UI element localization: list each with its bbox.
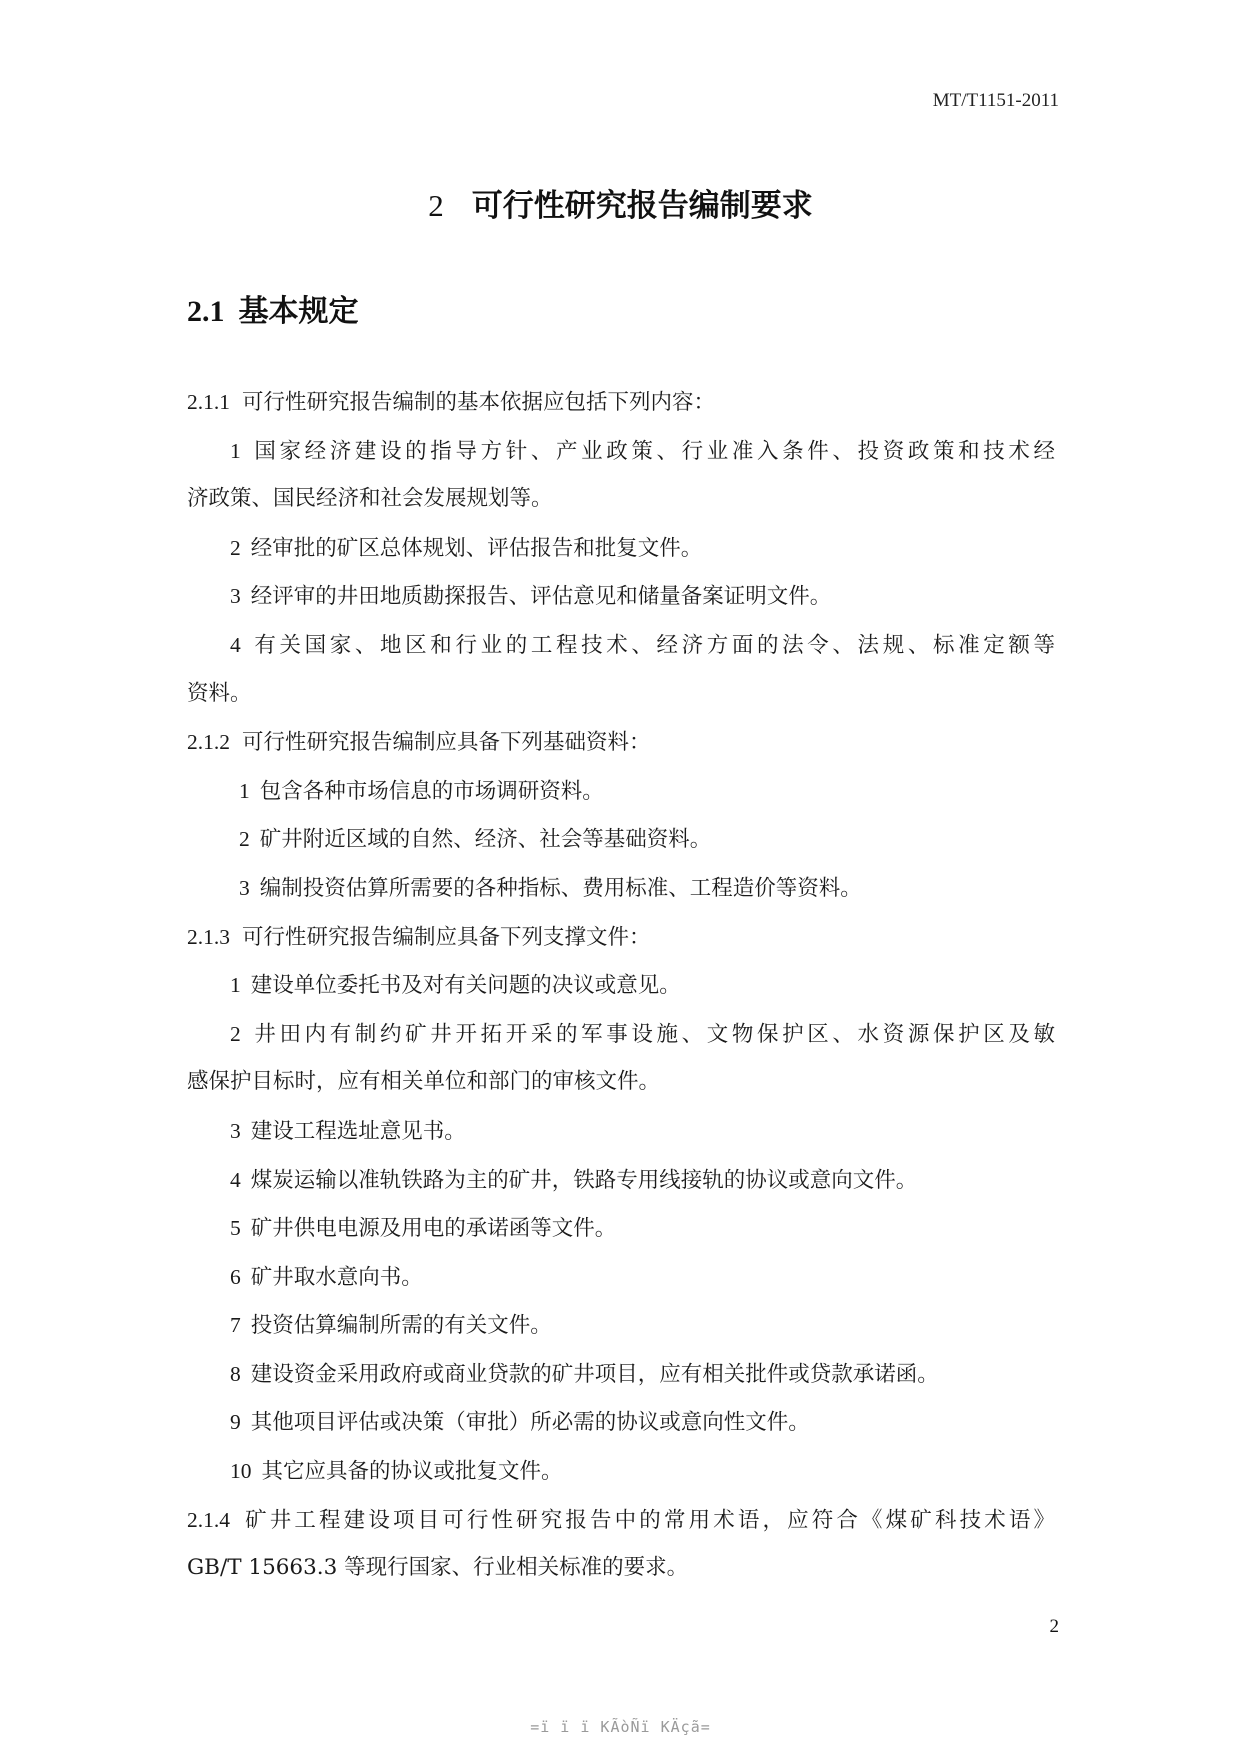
chapter-number: 2 [428,188,444,223]
item-number: 6 [230,1264,241,1289]
list-item [187,864,1055,913]
item-number: 2 [230,1021,241,1046]
item-number: 4 [230,1167,241,1192]
clause-number: 2.1.3 [187,924,230,949]
item-number: 9 [230,1410,241,1435]
clause-2-1-3 [187,913,1055,962]
item-number: 1 [230,973,241,998]
item-text: 建设单位委托书及对有关问题的决议或意见。 [250,973,681,999]
list-item [187,1010,1055,1059]
list-item [187,1253,1055,1302]
list-item [187,1156,1055,1205]
clause-text: 可行性研究报告编制应具备下列基础资料： [242,730,651,756]
list-item [187,1107,1055,1156]
item-text: 投资估算编制所需的有关文件。 [250,1313,552,1339]
watermark: =ï ï ï KÃòÑï KÄçã= [530,1718,711,1736]
item-number: 2 [239,827,250,852]
clause-2-1-2 [187,718,1055,767]
section-title-text: 基本规定 [238,294,359,329]
page-number: 2 [1049,1616,1059,1637]
item-number: 3 [230,584,241,609]
item-text: 煤炭运输以准轨铁路为主的矿井，铁路专用线接轨的协议或意向文件。 [250,1167,918,1193]
item-text: 经评审的井田地质勘探报告、评估意见和储量备案证明文件。 [250,584,832,610]
clause-text: 可行性研究报告编制应具备下列支撑文件： [242,924,651,950]
list-item [187,1350,1055,1399]
list-item [187,1447,1055,1496]
item-text: 其他项目评估或决策（审批）所必需的协议或意向性文件。 [250,1410,810,1436]
clause-text: 可行性研究报告编制的基本依据应包括下列内容： [242,390,716,415]
item-number: 3 [230,1118,241,1143]
item-text: 井田内有制约矿井开拓开采的军事设施、文物保护区、水资源保护区及敏 [250,1021,1055,1047]
list-item-continuation: 资料。 [187,680,252,706]
item-number: 5 [230,1216,241,1241]
section-number: 2.1 [187,295,225,328]
item-number: 7 [230,1313,241,1338]
clause-text: 矿井工程建设项目可行性研究报告中的常用术语，应符合《煤矿科技术语》 [242,1507,1055,1533]
section-title [187,286,359,330]
item-text: 包含各种市场信息的市场调研资料。 [259,778,604,804]
item-number: 10 [230,1459,252,1484]
item-text: 国家经济建设的指导方针、产业政策、行业准入条件、投资政策和技术经 [250,438,1055,464]
item-text: 矿井供电电源及用电的承诺函等文件。 [250,1216,617,1242]
list-item [187,1398,1055,1447]
list-item [187,427,1055,476]
item-number: 1 [239,778,250,803]
clause-number: 2.1.4 [187,1507,230,1532]
clause-continuation: GB/T 15663.3 等现行国家、行业相关标准的要求。 [187,1555,689,1581]
item-text: 经审批的矿区总体规划、评估报告和批复文件。 [250,535,703,561]
standard-code: MT/T1151-2011 [932,90,1059,111]
item-number: 3 [239,875,250,900]
item-text: 建设工程选址意见书。 [250,1118,466,1144]
list-item [187,524,1055,573]
list-item [187,1301,1055,1350]
item-number: 2 [230,535,241,560]
clause-2-1-4 [187,1496,1055,1545]
list-item [187,767,1055,816]
list-item-continuation: 感保护目标时，应有相关单位和部门的审核文件。 [187,1069,661,1095]
list-item-continuation: 济政策、国民经济和社会发展规划等。 [187,486,553,512]
item-text: 有关国家、地区和行业的工程技术、经济方面的法令、法规、标准定额等 [250,632,1055,658]
list-item [187,572,1055,621]
item-number: 1 [230,438,241,463]
clause-number: 2.1.2 [187,730,230,755]
item-text: 编制投资估算所需要的各种指标、费用标准、工程造价等资料。 [259,875,862,901]
item-text: 矿井附近区域的自然、经济、社会等基础资料。 [259,827,712,853]
list-item [187,815,1055,864]
clause-number: 2.1.1 [187,390,230,414]
clause-2-1-1 [187,378,1055,427]
item-text: 建设资金采用政府或商业贷款的矿井项目，应有相关批件或贷款承诺函。 [250,1361,939,1387]
list-item [187,961,1055,1010]
item-number: 8 [230,1361,241,1386]
item-text: 矿井取水意向书。 [250,1264,423,1290]
list-item [187,1204,1055,1253]
item-number: 4 [230,632,241,657]
chapter-title [0,180,1241,225]
chapter-title-text: 可行性研究报告编制要求 [471,188,813,224]
body-text [187,378,1055,1593]
list-item [187,621,1055,670]
item-text: 其它应具备的协议或批复文件。 [261,1459,563,1485]
